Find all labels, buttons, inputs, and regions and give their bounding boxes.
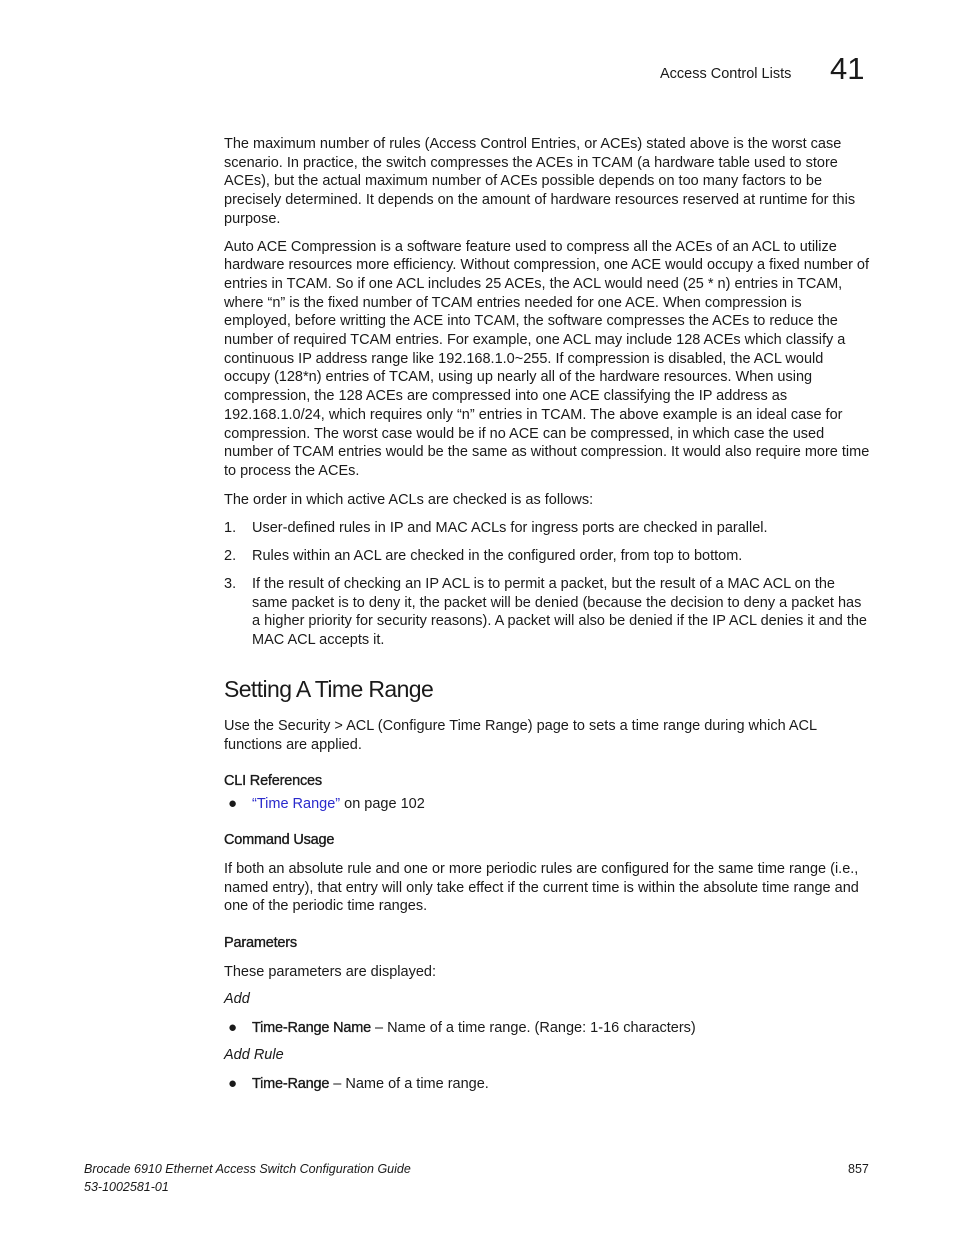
parameters-intro: These parameters are displayed: <box>224 964 436 980</box>
footer-doc-number: 53-1002581-01 <box>84 1180 169 1194</box>
time-range-link[interactable]: “Time Range” <box>252 796 341 812</box>
bullet-icon: ● <box>228 1019 238 1036</box>
paragraph: The maximum number of rules (Access Control Entries, or ACEs) stated above is the worst case scenario. In practice, the switch compresses the ACEs in TCAM (a hardware table used to store ACEs), but the actual maximum number of ACEs possible depends on too many factors to be precisely determined. It depends on the amount of hardware resources reserved at runtime for this purpose. <box>224 136 856 227</box>
cli-references-heading: CLI References <box>224 773 322 789</box>
command-usage-text: If both an absolute rule and one or more periodic rules are configured for the same time range (i.e., named entry), that entry will only take effect if the current time is within the absolute time range and one of the periodic time ranges. <box>224 861 859 915</box>
list-item: ● Time-Range – Name of a time range. <box>228 1075 489 1092</box>
add-label: Add <box>224 991 250 1007</box>
list-item: 3. If the result of checking an IP ACL is to permit a packet, but the result of a MAC ACL on the same packet is to deny it, the packet will be denied (because the decision to deny a packet has a higher priority for security reasons). A packet will also be denied if the IP ACL denies it and the MAC ACL accepts it. <box>224 576 867 649</box>
list-item: 2. Rules within an ACL are checked in the configured order, from top to bottom. <box>224 548 743 564</box>
list-item: ● “Time Range” on page 102 <box>228 795 425 812</box>
section-heading: Setting A Time Range <box>224 676 434 702</box>
parameters-heading: Parameters <box>224 935 297 951</box>
command-usage-heading: Command Usage <box>224 832 335 848</box>
add-rule-label: Add Rule <box>224 1047 284 1063</box>
list-item: ● Time-Range Name – Name of a time range. (Range: 1-16 characters) <box>228 1019 696 1036</box>
running-header-section: Access Control Lists <box>660 66 792 82</box>
list-item: 1. User-defined rules in IP and MAC ACLs for ingress ports are checked in parallel. <box>224 520 768 536</box>
paragraph: The order in which active ACLs are checked is as follows: <box>224 491 594 508</box>
footer-page-number: 857 <box>848 1162 869 1176</box>
bullet-icon: ● <box>228 795 238 812</box>
intro-text <box>224 135 870 509</box>
paragraph: Auto ACE Compression is a software feature used to compress all the ACEs of an ACL to utilize hardware resources more efficiency. Without compression, one ACE would occupy a fixed number of entries in TCAM. So if one ACL includes 25 ACEs, the ACL would need (25 * n) entries in TCAM, where “n” is the fixed number of TCAM entries needed for one ACE. When compression is employed, before writting the ACE into TCAM, the software compresses the ACEs to reduce the number of required TCAM entries. For example, one ACL may include 128 ACEs which classify a continuous IP address range like 192.168.1.0~255. If compression is disabled, the ACL would occupy (128*n) entries of TCAM, using up nearly all of the hardware resources. When using compression, the 128 ACEs are compressed into one ACE classifying the IP address as 192.168.1.0/24, which requires only “n” entries in TCAM. The above example is an ideal case for compression. The worst case would be if no ACE can be compressed, in which case the used number of TCAM entries would be the same as without compression. It would also require more time to process the ACEs. <box>224 238 870 479</box>
chapter-number: 41 <box>830 51 865 86</box>
bullet-icon: ● <box>228 1075 238 1092</box>
section-intro: Use the Security > ACL (Configure Time Range) page to sets a time range during which ACL functions are applied. <box>224 718 817 753</box>
footer-doc-title: Brocade 6910 Ethernet Access Switch Configuration Guide <box>84 1162 411 1176</box>
